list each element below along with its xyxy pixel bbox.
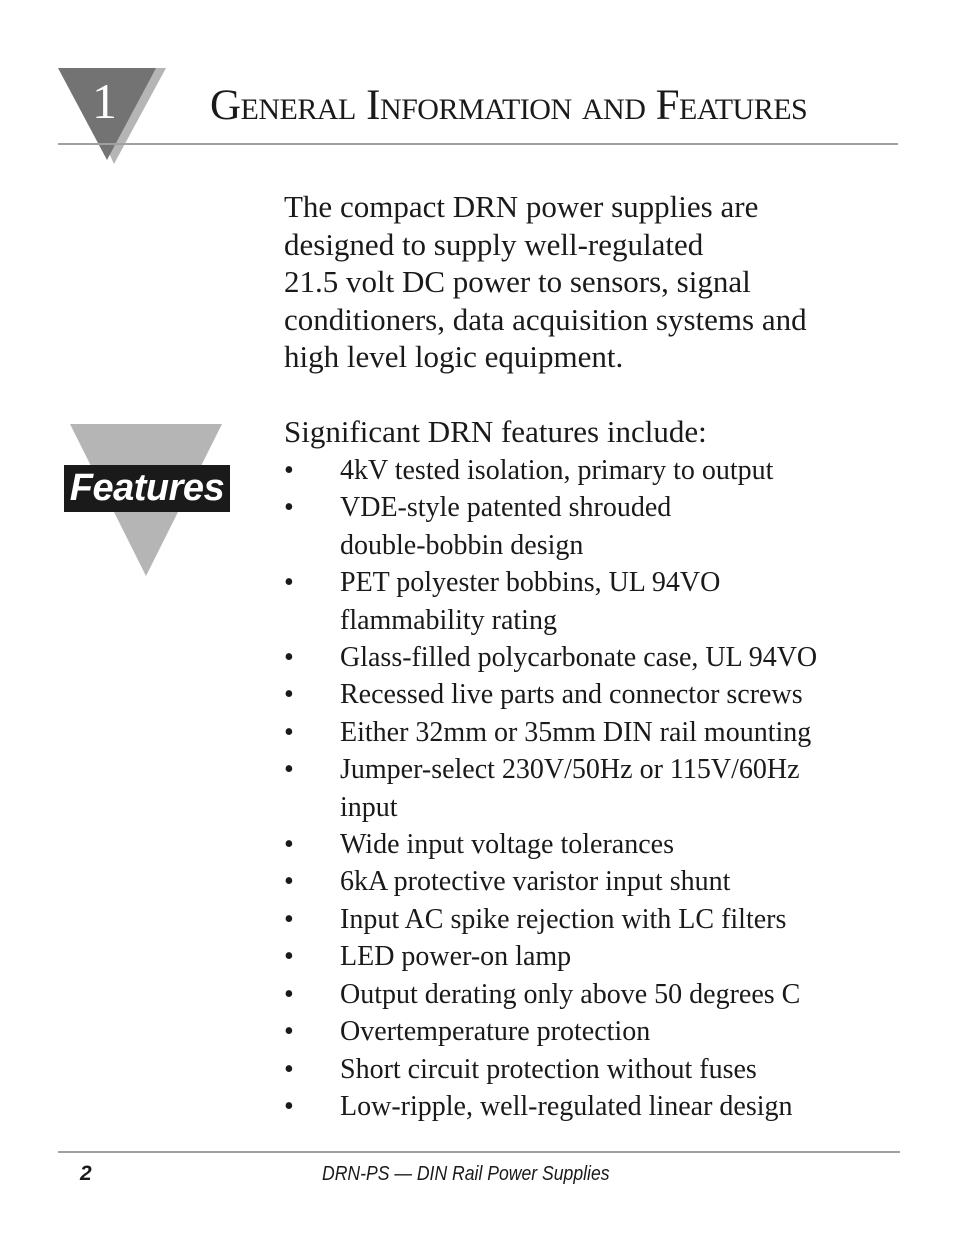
intro-line: 21.5 volt DC power to sensors, signal — [284, 264, 751, 299]
bullet-icon: • — [284, 941, 294, 973]
list-item-text: Output derating only above 50 degrees C — [340, 978, 801, 1010]
list-item — [284, 676, 904, 713]
intro-line: The compact DRN power supplies are — [284, 189, 759, 224]
features-badge-label: Features — [64, 465, 230, 512]
list-item-text: 6kA protective varistor input shunt — [340, 866, 731, 898]
list-item — [284, 1013, 904, 1050]
bullet-icon: • — [284, 866, 294, 898]
bullet-icon: • — [284, 754, 294, 786]
list-item — [284, 489, 904, 564]
bullet-icon: • — [284, 1053, 294, 1085]
list-item-text: Jumper-select 230V/50Hz or 115V/60Hz — [340, 754, 800, 786]
bullet-icon: • — [284, 1090, 294, 1122]
footer-rule — [58, 1151, 900, 1153]
features-heading: Significant DRN features include: — [284, 414, 707, 449]
list-item — [284, 1051, 904, 1088]
bullet-icon: • — [284, 455, 294, 486]
list-item-text: PET polyester bobbins, UL 94VO — [340, 567, 721, 599]
list-item — [284, 863, 904, 900]
bullet-icon: • — [284, 679, 294, 711]
list-item — [284, 938, 904, 975]
list-item-text: Recessed live parts and connector screws — [340, 679, 803, 711]
bullet-icon: • — [284, 1016, 294, 1048]
bullet-icon: • — [284, 642, 294, 674]
list-item — [284, 976, 904, 1013]
list-item — [284, 751, 904, 826]
bullet-icon: • — [284, 716, 294, 748]
list-item — [284, 826, 904, 863]
page-number: 2 — [80, 1162, 92, 1185]
bullet-icon: • — [284, 492, 294, 524]
list-item — [284, 452, 904, 489]
list-item-text: Low-ripple, well-regulated linear design — [340, 1090, 793, 1122]
bullet-icon: • — [284, 978, 294, 1010]
bullet-icon: • — [284, 829, 294, 861]
list-item-text: Short circuit protection without fuses — [340, 1053, 757, 1085]
list-item — [284, 639, 904, 676]
intro-paragraph — [284, 188, 904, 376]
list-item-text: Input AC spike rejection with LC filters — [340, 903, 787, 935]
footer-title: DRN-PS — DIN Rail Power Supplies — [322, 1163, 610, 1185]
list-item — [284, 714, 904, 751]
intro-line: conditioners, data acquisition systems and — [284, 301, 807, 337]
list-item-text: double-bobbin design — [340, 529, 584, 561]
list-item-text: Overtemperature protection — [340, 1016, 651, 1048]
feature-list — [284, 452, 904, 1125]
list-item — [284, 901, 904, 938]
list-item-text: flammability rating — [340, 604, 557, 636]
list-item-text: 4kV tested isolation, primary to output — [340, 455, 774, 486]
intro-line: high level logic equipment. — [284, 339, 624, 374]
list-item-text: LED power-on lamp — [340, 941, 572, 973]
list-item-text: Either 32mm or 35mm DIN rail mounting — [340, 716, 812, 748]
list-item — [284, 564, 904, 639]
header-rule — [58, 143, 898, 145]
list-item-text: Glass-filled polycarbonate case, UL 94VO — [340, 642, 818, 674]
list-item — [284, 1088, 904, 1125]
bullet-icon: • — [284, 567, 294, 599]
list-item-text: VDE-style patented shrouded — [340, 492, 672, 524]
intro-line: designed to supply well-regulated — [284, 226, 704, 262]
bullet-icon: • — [284, 903, 294, 935]
chapter-number: 1 — [92, 73, 117, 129]
list-item-text: input — [340, 791, 398, 823]
list-item-text: Wide input voltage tolerances — [340, 829, 674, 861]
chapter-title: General Information and Features — [210, 82, 808, 129]
